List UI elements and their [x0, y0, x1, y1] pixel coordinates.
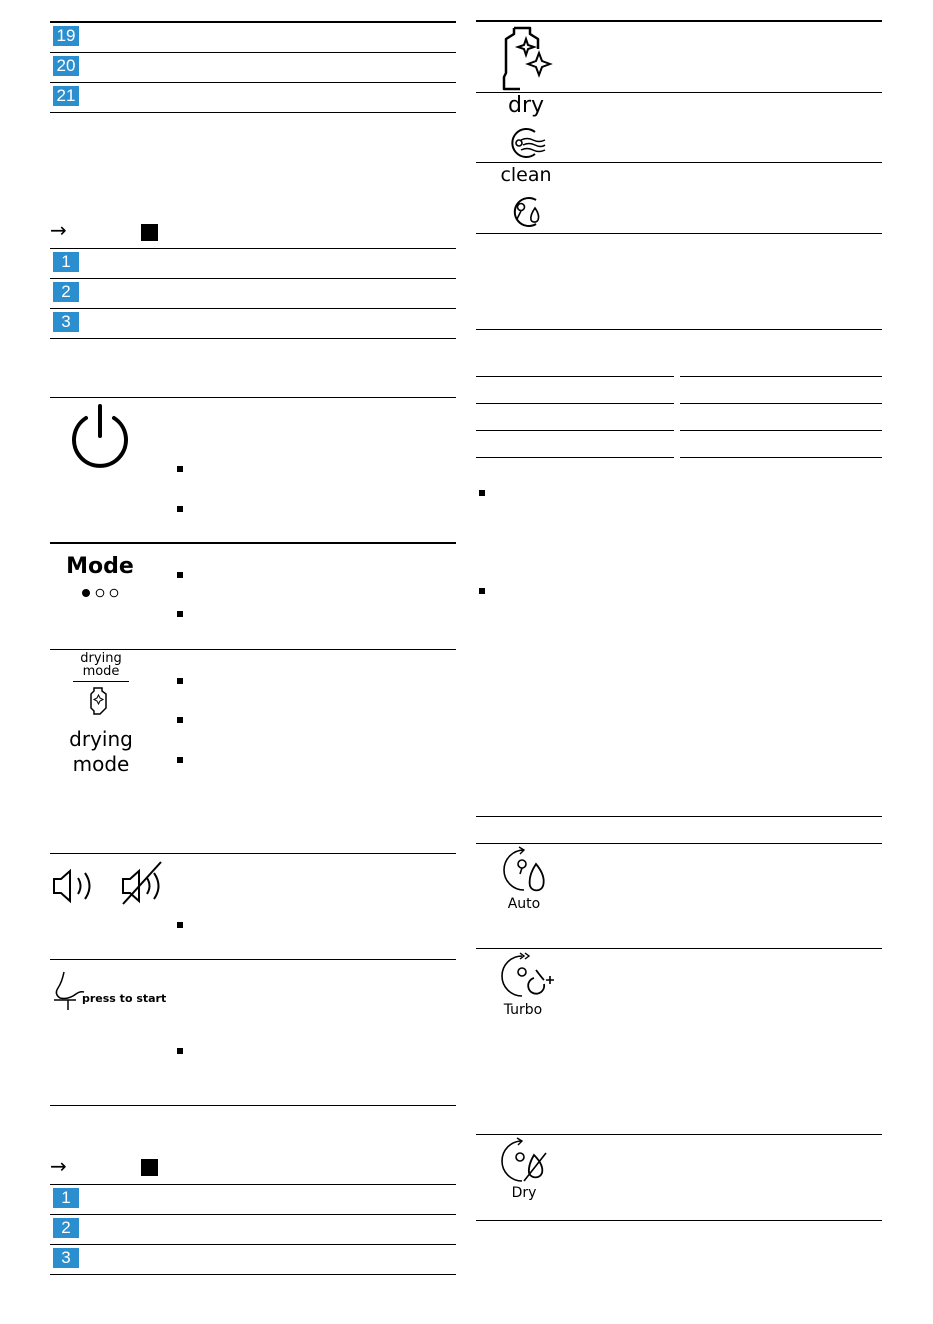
- divider: [50, 308, 456, 309]
- divider: [50, 397, 456, 398]
- sound-off-icon: [119, 860, 169, 908]
- bullet: [479, 490, 485, 496]
- auto-program-icon: [502, 846, 552, 898]
- sound-on-icon: [52, 866, 100, 906]
- divider: [50, 21, 456, 23]
- mode-label: Mode: [66, 554, 134, 579]
- divider: [476, 233, 882, 234]
- dry-program-icon: [500, 1137, 550, 1185]
- bullet: [177, 757, 183, 763]
- divider: [50, 1244, 456, 1245]
- divider: [50, 338, 456, 339]
- press-to-start-label: press to start: [82, 992, 167, 1005]
- divider: [476, 376, 674, 377]
- divider: [476, 1220, 882, 1221]
- bullet: [177, 922, 183, 928]
- divider: [476, 816, 882, 817]
- bullet: [479, 588, 485, 594]
- step-number-badge: 3: [53, 1248, 79, 1268]
- divider: [50, 52, 456, 53]
- divider: [476, 457, 674, 458]
- dry-icon: [505, 126, 547, 160]
- bullet: [177, 611, 183, 617]
- divider: [50, 1184, 456, 1185]
- drying-mode-large-label-2: mode: [72, 752, 130, 776]
- bullet: [177, 678, 183, 684]
- turbo-program-icon: [500, 952, 554, 1002]
- turbo-label: Turbo: [503, 1002, 543, 1018]
- divider: [50, 853, 456, 854]
- divider: [680, 376, 882, 377]
- divider: [50, 112, 456, 113]
- divider: [50, 649, 456, 650]
- dry-program-label: Dry: [511, 1185, 537, 1201]
- mode-dots-icon: [81, 588, 121, 598]
- clean-label: clean: [500, 164, 552, 186]
- divider: [50, 542, 456, 544]
- step-number-badge: 1: [53, 1188, 79, 1208]
- dry-label: dry: [507, 93, 545, 118]
- divider: [680, 457, 882, 458]
- divider: [50, 1274, 456, 1275]
- arrow-right-icon: →: [50, 1154, 67, 1178]
- foot-press-icon: [52, 970, 86, 1012]
- divider: [50, 278, 456, 279]
- item-number-badge: 21: [53, 86, 79, 106]
- reference-square-icon: [141, 1159, 158, 1176]
- divider: [50, 1105, 456, 1106]
- detergent-bottle-icon: [500, 25, 552, 91]
- drying-mode-icon: [88, 686, 110, 716]
- drying-mode-large-label-1: drying: [69, 727, 133, 751]
- divider: [50, 82, 456, 83]
- divider: [476, 948, 882, 949]
- bullet: [177, 1048, 183, 1054]
- divider: [680, 430, 882, 431]
- bullet: [177, 717, 183, 723]
- step-number-badge: 3: [53, 312, 79, 332]
- divider: [476, 1134, 882, 1135]
- power-icon: [68, 402, 132, 466]
- step-number-badge: 2: [53, 282, 79, 302]
- item-number-badge: 20: [53, 56, 79, 76]
- bullet: [177, 572, 183, 578]
- divider: [50, 248, 456, 249]
- drying-mode-small-label: drying mode: [80, 651, 122, 679]
- divider: [476, 403, 674, 404]
- divider: [50, 959, 456, 960]
- divider: [50, 1214, 456, 1215]
- divider: [476, 329, 882, 330]
- divider: [680, 403, 882, 404]
- bullet: [177, 466, 183, 472]
- arrow-right-icon: →: [50, 218, 67, 242]
- auto-label: Auto: [507, 896, 541, 912]
- step-number-badge: 1: [53, 252, 79, 272]
- item-number-badge: 19: [53, 26, 79, 46]
- divider: [476, 430, 674, 431]
- clean-icon: [508, 194, 548, 230]
- step-number-badge: 2: [53, 1218, 79, 1238]
- label-underline: [73, 681, 129, 682]
- reference-square-icon: [141, 224, 158, 241]
- divider: [476, 20, 882, 22]
- bullet: [177, 506, 183, 512]
- divider: [476, 843, 882, 844]
